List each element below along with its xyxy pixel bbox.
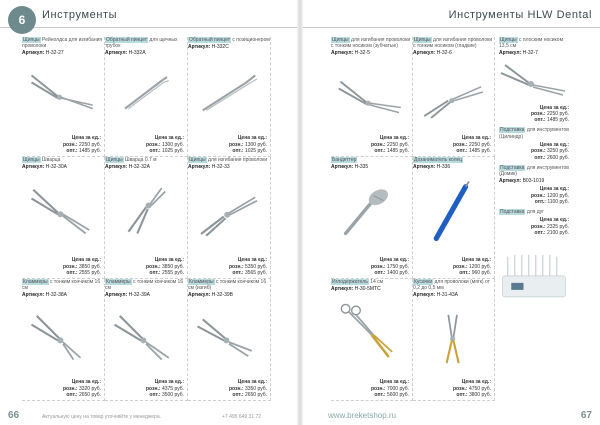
product-article: Артикул: H-332C — [188, 43, 229, 50]
left-header — [0, 0, 297, 28]
product-prices: Цена за ед.: розн.: 2250 руб. опт.: 1485 руб. — [370, 135, 409, 154]
product-article: Артикул: H-32-33 — [188, 163, 230, 170]
side-item-name: Подставка для инструментов (Домик) — [499, 164, 569, 178]
side-item-article: Артикул: B03-1019 — [499, 178, 545, 185]
side-item[interactable] — [499, 209, 569, 236]
product-name: Кламмеры с тонким кончиком 16 см — [105, 279, 184, 292]
product-name: Щипцы для изгибания проволоки — [189, 157, 268, 163]
side-item-prices: Цена за ед.: розн.: 2250 руб. опт.: 1485 руб. — [530, 104, 569, 124]
product-name: Кусачки для проволоки (мягк) от 0,2 до 0,5 мм — [413, 279, 490, 292]
product-name: Щипцы Шварца — [23, 157, 61, 163]
product-name: Обратный пинцет для щечных трубок — [105, 37, 178, 50]
pliers-icon — [499, 57, 569, 103]
footer-site-link[interactable]: www.breketshop.ru — [328, 411, 397, 420]
side-item-name: Подставка для инструментов (Цилиндр) — [499, 127, 569, 140]
footer-note: Актуальную цену на товар уточняйте у менеджера. — [42, 414, 162, 420]
right-footer — [303, 407, 600, 425]
product-article: Артикул: H-32-32A — [105, 163, 150, 170]
product-prices: Цена за ед.: розн.: 3350 руб. опт.: 2650 руб. — [228, 379, 267, 398]
product-article: Артикул: H-30-5MTC — [331, 285, 381, 292]
pliers-icon — [28, 67, 98, 117]
right-page-title: Инструменты HLW Dental — [448, 9, 592, 21]
side-column — [499, 37, 569, 304]
product-prices: Цена за ед.: розн.: 4375 руб. опт.: 3500 руб. — [145, 379, 184, 398]
product-name: Обратный пинцет с позиционером — [189, 37, 270, 43]
product-card[interactable] — [22, 37, 105, 157]
product-prices: Цена за ед.: розн.: 3320 руб. опт.: 2650 руб. — [62, 379, 101, 398]
side-item-article: Артикул: H-32-7 — [499, 50, 538, 57]
product-prices: Цена за ед.: розн.: 1750 руб. опт.: 1400 руб. — [370, 257, 409, 276]
product-name: Бандеттер — [332, 157, 357, 163]
product-card[interactable] — [188, 37, 271, 157]
side-item-name: Подставка для дуг — [500, 209, 544, 216]
product-card[interactable] — [188, 279, 271, 401]
pliers-icon — [111, 307, 181, 365]
product-prices: Цена за ед.: розн.: 4750 руб. опт.: 3800 руб. — [452, 379, 491, 398]
left-page-title: Инструменты — [42, 9, 118, 21]
bander-icon — [337, 179, 406, 243]
product-card[interactable] — [105, 279, 188, 401]
product-prices: Цена за ед.: розн.: 3850 руб. опт.: 2555 руб. — [62, 257, 101, 276]
product-name: Кламмеры с тонким кончиком 16 см (изгиб) — [188, 279, 267, 292]
tweezers-icon — [194, 67, 264, 117]
product-prices: Цена за ед.: розн.: 2250 руб. опт.: 1485 руб. — [452, 135, 491, 154]
product-prices: Цена за ед.: розн.: 1300 руб. опт.: 1025 руб. — [228, 135, 267, 154]
product-prices: Цена за ед.: розн.: 3850 руб. опт.: 2555 руб. — [145, 257, 184, 276]
product-article: Артикул: H-32-38A — [22, 292, 67, 299]
left-page — [0, 0, 297, 425]
left-page-number: 66 — [8, 410, 20, 421]
product-card[interactable] — [22, 279, 105, 401]
product-name: Дозаниматель колец — [414, 157, 463, 163]
needle-holder-icon — [337, 295, 406, 369]
left-footer — [0, 407, 297, 425]
side-item[interactable] — [499, 165, 569, 205]
product-card[interactable] — [105, 157, 188, 279]
product-article: Артикул: H-32-27 — [22, 50, 64, 57]
product-name: Щипцы для изгибания проволоки с тонким носиком (гладкие) — [413, 37, 493, 50]
product-card[interactable] — [22, 157, 105, 279]
pliers-icon — [194, 185, 264, 241]
product-card[interactable] — [331, 279, 413, 401]
stand-icon — [499, 246, 569, 304]
pliers-icon — [28, 307, 98, 365]
product-name: Щипцы Рейнолдса для изгибания проволоки — [22, 37, 103, 50]
product-name: Иглодержатель 14 см — [332, 279, 384, 285]
pliers-icon — [194, 307, 264, 365]
product-article: Артикул: H-336 — [413, 163, 451, 170]
scissors-icon — [419, 307, 488, 371]
product-prices: Цена за ед.: розн.: 5350 руб. опт.: 3565 руб. — [228, 257, 267, 276]
product-name: Щипцы для изгибания проволоки с тонким носиком (зубчатые) — [331, 37, 411, 50]
side-item[interactable] — [499, 37, 569, 123]
product-article: Артикул: H-31-43A — [413, 292, 458, 299]
product-article: Артикул: H-32-5 — [331, 50, 370, 57]
tweezers-icon — [111, 67, 181, 117]
product-article: Артикул: H-32-39A — [105, 292, 150, 299]
product-card[interactable] — [413, 279, 495, 401]
pusher-icon — [419, 173, 488, 247]
side-item-prices: Цена за ед.: розн.: 3250 руб. опт.: 2600 руб. — [530, 142, 569, 161]
product-name: Щипцы Шварца 0.7 м — [106, 157, 157, 163]
pliers-icon — [337, 73, 406, 123]
product-article: Артикул: H-335 — [331, 163, 369, 170]
product-prices: Цена за ед.: розн.: 1200 руб. опт.: 960 руб. — [452, 257, 491, 276]
side-item-prices: Цена за ед.: розн.: 1200 руб. опт.: 1100 руб. — [530, 186, 569, 205]
side-item-name: Щипцы с плоским носиком 13,5 см — [499, 37, 564, 50]
pliers-icon — [111, 179, 181, 239]
product-article: Артикул: H-332A — [105, 50, 146, 57]
pliers-icon — [28, 179, 98, 239]
product-card[interactable] — [413, 157, 495, 279]
product-card[interactable] — [413, 37, 495, 157]
side-item[interactable] — [499, 127, 569, 160]
footer-phone[interactable]: +7 495 649 31 72 — [222, 414, 262, 420]
product-prices: Цена за ед.: розн.: 2250 руб. опт.: 1485 руб. — [62, 135, 101, 154]
product-prices: Цена за ед.: розн.: 7000 руб. опт.: 5600 руб. — [370, 379, 409, 398]
product-article: Артикул: H-32-30A — [22, 163, 67, 170]
product-card[interactable] — [331, 37, 413, 157]
product-article: Артикул: H-32-39B — [188, 292, 233, 299]
product-article: Артикул: H-32-6 — [413, 50, 452, 57]
product-name: Кламмеры с тонким кончиком 16 см — [22, 279, 101, 292]
side-item-prices: Цена за ед.: розн.: 2325 руб. опт.: 2100 руб. — [530, 217, 569, 236]
right-header — [303, 0, 600, 28]
product-card[interactable] — [188, 157, 271, 279]
product-card[interactable] — [331, 157, 413, 279]
product-prices: Цена за ед.: розн.: 1300 руб. опт.: 1025 руб. — [145, 135, 184, 154]
pliers-icon — [419, 73, 488, 123]
section-number-badge: 6 — [8, 6, 36, 34]
right-page — [303, 0, 600, 425]
product-card[interactable] — [105, 37, 188, 157]
right-page-number: 67 — [580, 410, 592, 421]
